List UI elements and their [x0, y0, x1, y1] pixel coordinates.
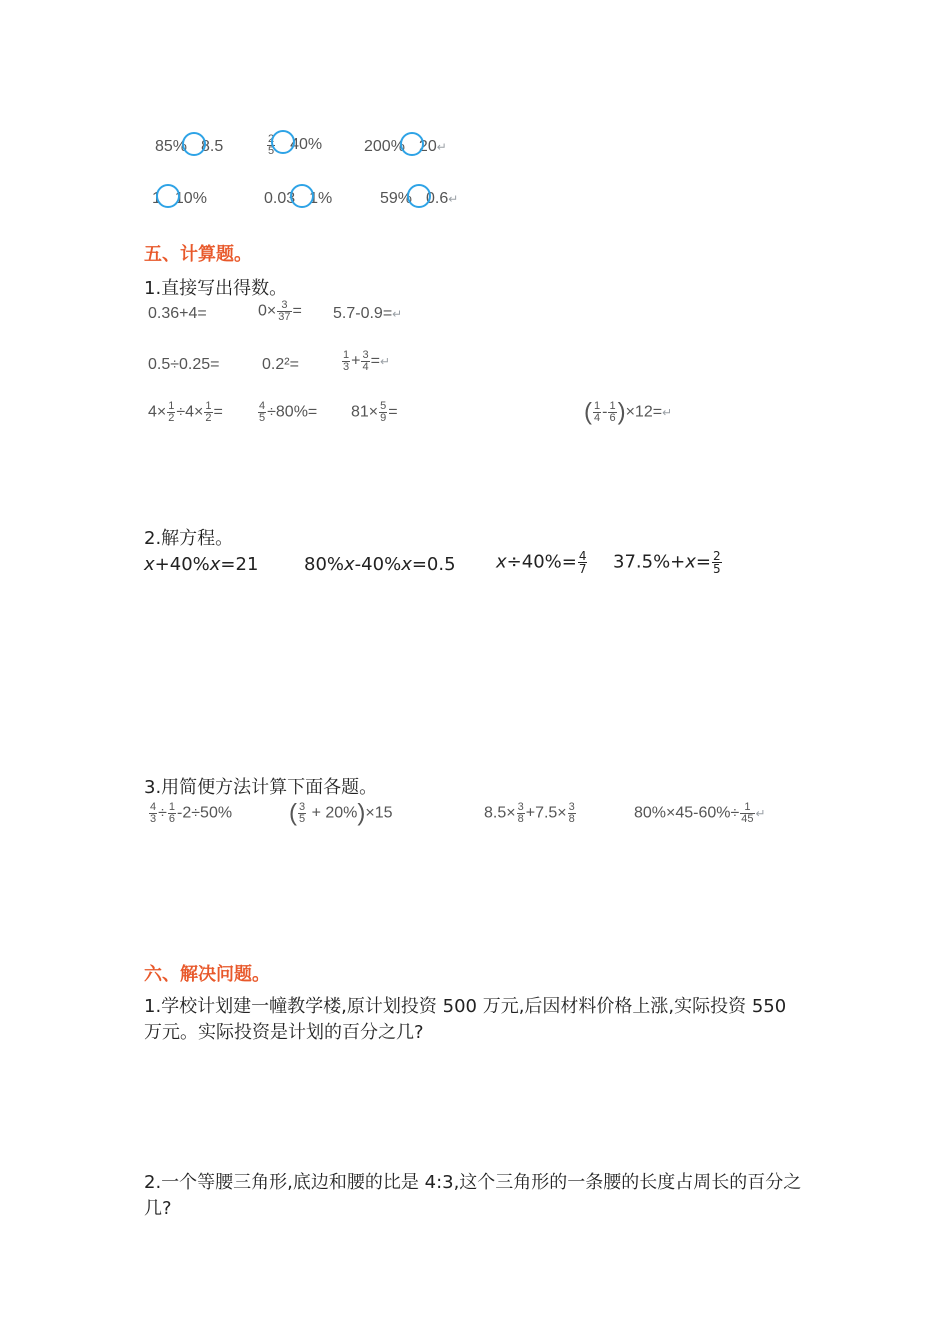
- problem-text: 2.一个等腰三角形,底边和腰的比是 4:3,这个三角形的一条腰的长度占周长的百分之几?: [144, 1172, 802, 1219]
- calc-item: 0× $\frac{3}{37}$ =: [258, 299, 302, 323]
- calc-item: 80%×45-60%÷ $\frac{1}{45}$ ↵: [634, 801, 766, 825]
- section-title: 六、解决问题。: [144, 964, 270, 985]
- return-mark-icon: ↵: [662, 405, 673, 420]
- section-title: 五、计算题。: [144, 244, 252, 265]
- compare-circle[interactable]: [407, 184, 431, 208]
- calc-item: 0.5÷0.25=: [148, 356, 220, 373]
- equation: 80%x-40%x=0.5: [304, 554, 456, 575]
- equation: 37.5%+x= $\frac{2}{5}$: [613, 549, 721, 576]
- return-mark-icon: ↵: [392, 307, 403, 321]
- calc-item: 0.2²=: [262, 356, 299, 373]
- compare-right: 20: [418, 138, 437, 156]
- calc-item: $\frac{4}{3}$ ÷ $\frac{1}{6}$ -2÷50%: [150, 801, 233, 825]
- equation: x÷40%= $\frac{4}{7}$: [496, 549, 587, 576]
- compare-circle[interactable]: [182, 132, 206, 156]
- calc-item: 5.7-0.9=↵: [333, 305, 403, 322]
- compare-item: [152, 187, 207, 211]
- compare-circle[interactable]: [156, 184, 180, 208]
- compare-item: [364, 135, 447, 159]
- calc-item: $\frac{4}{5}$ ÷80%=: [259, 400, 318, 424]
- return-mark-icon: ↵: [379, 354, 390, 369]
- compare-right: 1%: [309, 190, 333, 208]
- compare-circle[interactable]: [271, 130, 295, 154]
- equation: x+40%x=21: [144, 554, 259, 575]
- calc-item: ( $\frac{1}{4}$ - $\frac{1}{6}$ )×12=↵: [584, 398, 673, 426]
- compare-left: 85%: [155, 138, 188, 156]
- compare-item: [380, 187, 458, 211]
- question-title: 3.用简便方法计算下面各题。: [144, 777, 378, 798]
- return-mark-icon: ↵: [448, 192, 459, 207]
- compare-left: 0.03: [264, 190, 296, 208]
- calc-item: $\frac{1}{3}$ + $\frac{3}{4}$ =↵: [343, 349, 390, 373]
- compare-right: 10%: [174, 190, 207, 208]
- compare-left: 1: [152, 190, 161, 208]
- return-mark-icon: ↵: [755, 806, 766, 821]
- compare-circle[interactable]: [400, 132, 424, 156]
- question-title: 1.直接写出得数。: [144, 278, 288, 299]
- compare-left: 200%: [364, 138, 405, 156]
- calc-item: 4× $\frac{1}{2}$ ÷4× $\frac{1}{2}$ =: [148, 400, 223, 424]
- calc-item: ( $\frac{3}{5}$ + 20%)×15: [289, 799, 393, 827]
- compare-item: [266, 133, 322, 157]
- compare-right: 8.5: [201, 138, 224, 156]
- calc-item: 8.5× $\frac{3}{8}$ +7.5× $\frac{3}{8}$: [484, 801, 575, 825]
- compare-item: [264, 187, 332, 211]
- compare-left: 59%: [380, 190, 413, 208]
- fraction: $\frac{2}{5}$: [268, 132, 275, 157]
- return-mark-icon: ↵: [436, 140, 447, 155]
- problem-text: 1.学校计划建一幢教学楼,原计划投资 500 万元,后因材料价格上涨,实际投资 550 万元。实际投资是计划的百分之几?: [144, 996, 787, 1043]
- compare-item: [155, 135, 223, 159]
- question-title: 2.解方程。: [144, 528, 234, 549]
- calc-item: 81× $\frac{5}{9}$ =: [351, 400, 398, 424]
- compare-right: 40%: [290, 136, 323, 154]
- compare-right: 0.6: [426, 190, 449, 208]
- compare-circle[interactable]: [290, 184, 314, 208]
- calc-item: 0.36+4=: [148, 305, 207, 322]
